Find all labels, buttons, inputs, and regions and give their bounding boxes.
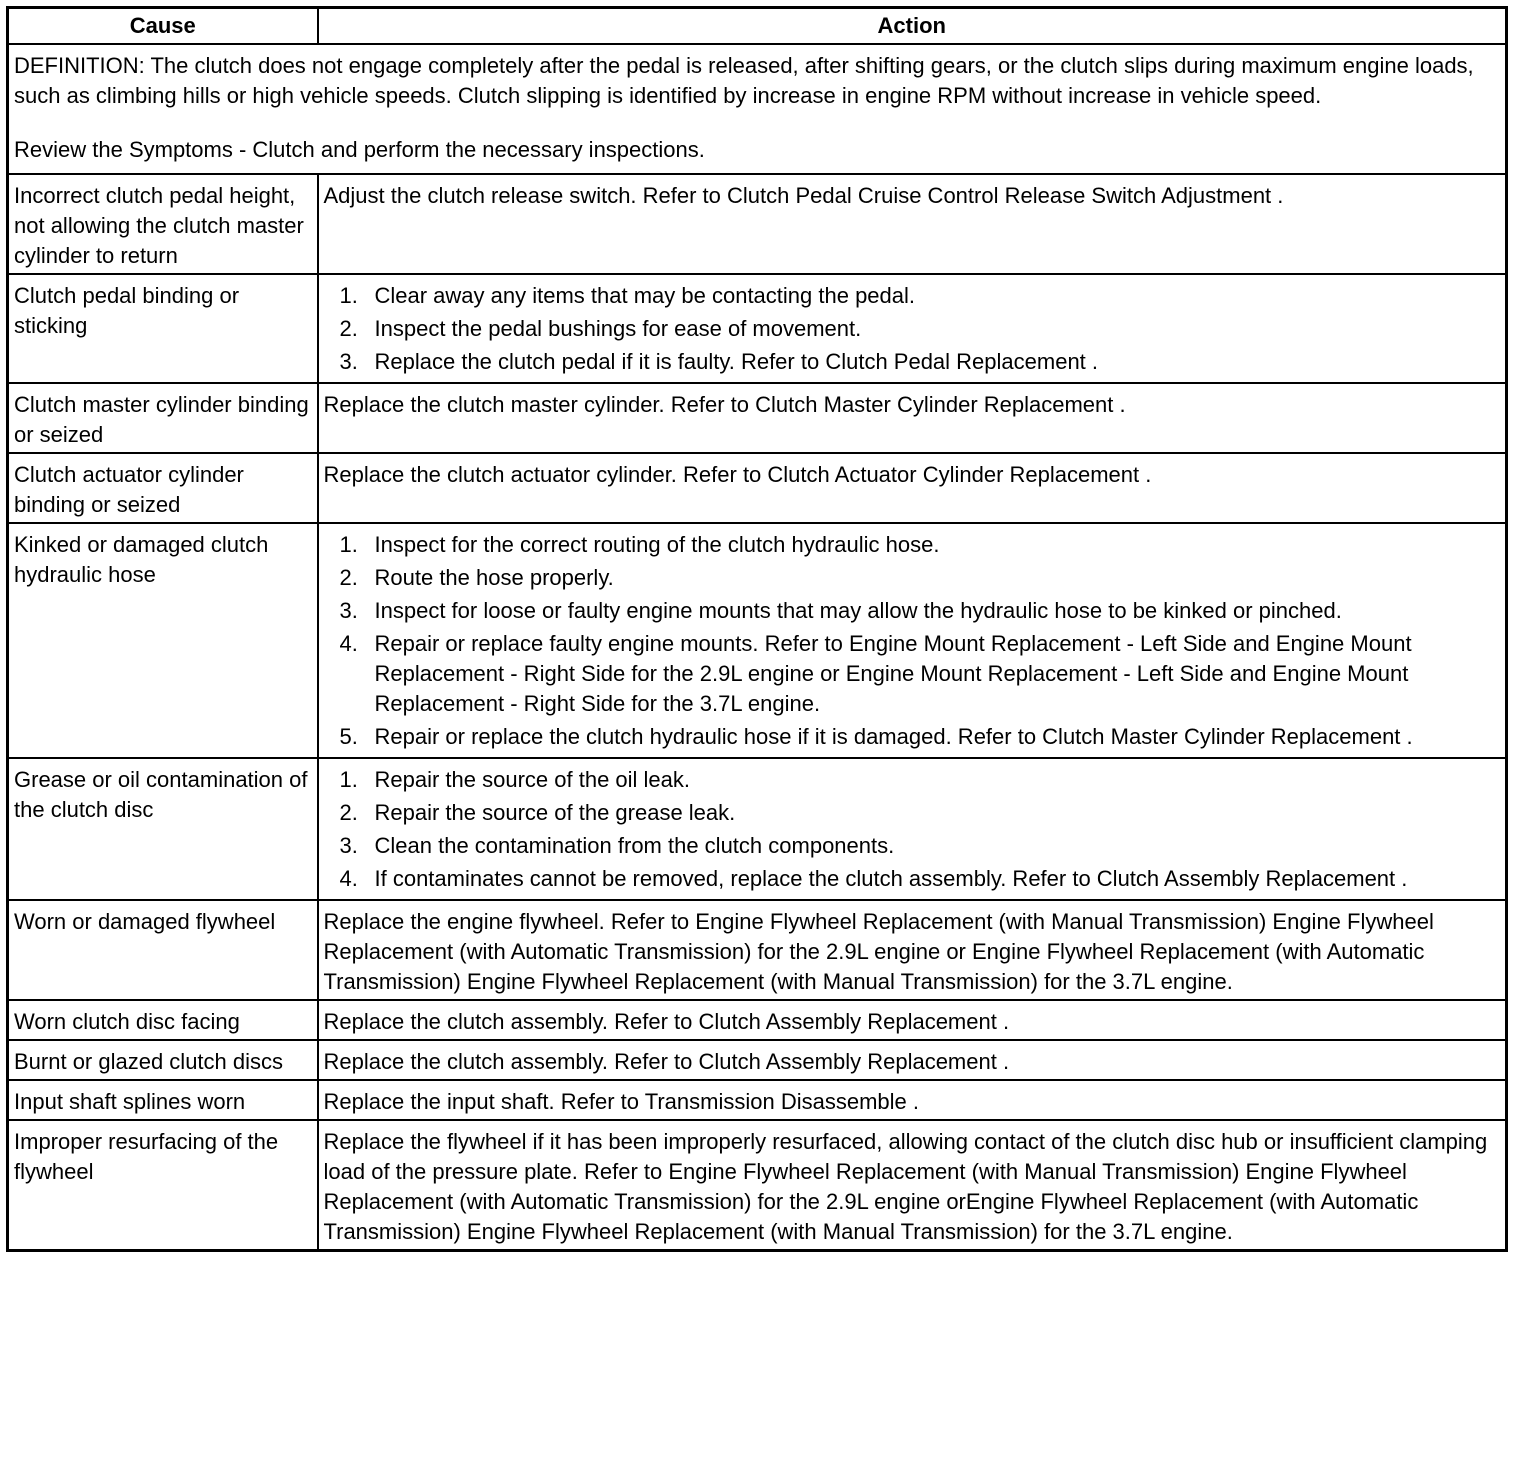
table-row — [8, 174, 1507, 274]
cause-cell: Grease or oil contamination of the clutch disc — [8, 758, 318, 900]
step-number: 3. — [339, 833, 358, 858]
step-number: 5. — [339, 724, 358, 749]
cause-cell: Clutch master cylinder binding or seized — [8, 383, 318, 453]
step-text: Inspect the pedal bushings for ease of movement. — [374, 316, 862, 341]
step-text: Inspect for the correct routing of the clutch hydraulic hose. — [374, 532, 940, 557]
cause-cell: Improper resurfacing of the flywheel — [8, 1120, 318, 1251]
step-text: Repair or replace faulty engine mounts. Refer to Engine Mount Replacement - Left Side and Engine Mount Replacement - Right Side for the 2.9L engine or Engine Mount Replacement - Left Side and Engine Mount Replacement - Right Side for the 3.7L engine. — [374, 631, 1412, 716]
action-header: Action — [318, 8, 1507, 45]
action-step — [324, 831, 1502, 861]
table-row — [8, 1080, 1507, 1120]
definition-row — [8, 44, 1507, 174]
action-cell: Replace the clutch actuator cylinder. Refer to Clutch Actuator Cylinder Replacement . — [318, 453, 1507, 523]
header-row — [8, 8, 1507, 45]
cause-cell: Input shaft splines worn — [8, 1080, 318, 1120]
action-cell: Adjust the clutch release switch. Refer to Clutch Pedal Cruise Control Release Switch Adjustment . — [318, 174, 1507, 274]
table-row — [8, 1040, 1507, 1080]
cause-cell: Clutch actuator cylinder binding or seized — [8, 453, 318, 523]
step-number: 1. — [339, 767, 358, 792]
action-step — [324, 563, 1502, 593]
cause-cell: Burnt or glazed clutch discs — [8, 1040, 318, 1080]
step-text: Route the hose properly. — [374, 565, 614, 590]
step-number: 1. — [339, 283, 358, 308]
step-text: Repair or replace the clutch hydraulic hose if it is damaged. Refer to Clutch Master Cylinder Replacement . — [374, 724, 1413, 749]
step-text: Inspect for loose or faulty engine mounts that may allow the hydraulic hose to be kinked or pinched. — [374, 598, 1342, 623]
action-steps-list — [324, 530, 1502, 752]
action-steps-list — [324, 765, 1502, 894]
table-row — [8, 523, 1507, 758]
table-row — [8, 1120, 1507, 1251]
step-number: 1. — [339, 532, 358, 557]
action-cell: Replace the engine flywheel. Refer to Engine Flywheel Replacement (with Manual Transmission) Engine Flywheel Replacement (with Automatic Transmission) for the 2.9L engine or Engine Flywheel Replacement (with Automatic Transmission) Engine Flywheel Replacement (with Manual Transmission) for the 3.7L engine. — [318, 900, 1507, 1000]
step-number: 4. — [339, 631, 358, 656]
cause-cell: Incorrect clutch pedal height, not allowing the clutch master cylinder to return — [8, 174, 318, 274]
action-step — [324, 629, 1502, 719]
step-number: 2. — [339, 800, 358, 825]
cause-cell: Kinked or damaged clutch hydraulic hose — [8, 523, 318, 758]
table-row — [8, 274, 1507, 383]
action-step — [324, 281, 1502, 311]
cause-cell: Clutch pedal binding or sticking — [8, 274, 318, 383]
table-row — [8, 900, 1507, 1000]
step-text: Clear away any items that may be contacting the pedal. — [374, 283, 916, 308]
action-cell: Replace the clutch assembly. Refer to Clutch Assembly Replacement . — [318, 1040, 1507, 1080]
step-number: 3. — [339, 349, 358, 374]
action-cell: Replace the clutch assembly. Refer to Clutch Assembly Replacement . — [318, 1000, 1507, 1040]
step-text: If contaminates cannot be removed, replace the clutch assembly. Refer to Clutch Assembly Replacement . — [374, 866, 1408, 891]
step-text: Repair the source of the grease leak. — [374, 800, 736, 825]
step-number: 2. — [339, 565, 358, 590]
review-text: Review the Symptoms - Clutch and perform the necessary inspections. — [14, 137, 705, 162]
action-step — [324, 798, 1502, 828]
clutch-slips-table — [6, 6, 1508, 1252]
table-row — [8, 758, 1507, 900]
step-text: Replace the clutch pedal if it is faulty. Refer to Clutch Pedal Replacement . — [374, 349, 1099, 374]
step-number: 4. — [339, 866, 358, 891]
action-step — [324, 765, 1502, 795]
action-step — [324, 347, 1502, 377]
definition-text: DEFINITION: The clutch does not engage completely after the pedal is released, after shifting gears, or the clutch slips during maximum engine loads, such as climbing hills or high vehicle speeds. Clutch slipping is identified by increase in engine RPM without increase in vehicle speed. — [14, 53, 1474, 108]
cause-cell: Worn or damaged flywheel — [8, 900, 318, 1000]
action-step — [324, 314, 1502, 344]
table-row — [8, 383, 1507, 453]
diagnostic-document — [6, 6, 1508, 1252]
action-step — [324, 864, 1502, 894]
action-cell: Replace the flywheel if it has been improperly resurfaced, allowing contact of the clutch disc hub or insufficient clamping load of the pressure plate. Refer to Engine Flywheel Replacement (with Manual Transmission) Engine Flywheel Replacement (with Automatic Transmission) for the 2.9L engine orEngine Flywheel Replacement (with Automatic Transmission) Engine Flywheel Replacement (with Manual Transmission) for the 3.7L engine. — [318, 1120, 1507, 1251]
step-text: Repair the source of the oil leak. — [374, 767, 691, 792]
action-cell: Replace the clutch master cylinder. Refer to Clutch Master Cylinder Replacement . — [318, 383, 1507, 453]
action-cell: Replace the input shaft. Refer to Transmission Disassemble . — [318, 1080, 1507, 1120]
action-step — [324, 596, 1502, 626]
action-step — [324, 530, 1502, 560]
definition-cell — [8, 44, 1507, 174]
action-steps-list — [324, 281, 1502, 377]
action-cell — [318, 274, 1507, 383]
cause-header: Cause — [8, 8, 318, 45]
action-step — [324, 722, 1502, 752]
step-number: 2. — [339, 316, 358, 341]
table-row — [8, 453, 1507, 523]
action-cell — [318, 758, 1507, 900]
step-text: Clean the contamination from the clutch components. — [374, 833, 895, 858]
step-number: 3. — [339, 598, 358, 623]
action-cell — [318, 523, 1507, 758]
cause-cell: Worn clutch disc facing — [8, 1000, 318, 1040]
table-row — [8, 1000, 1507, 1040]
